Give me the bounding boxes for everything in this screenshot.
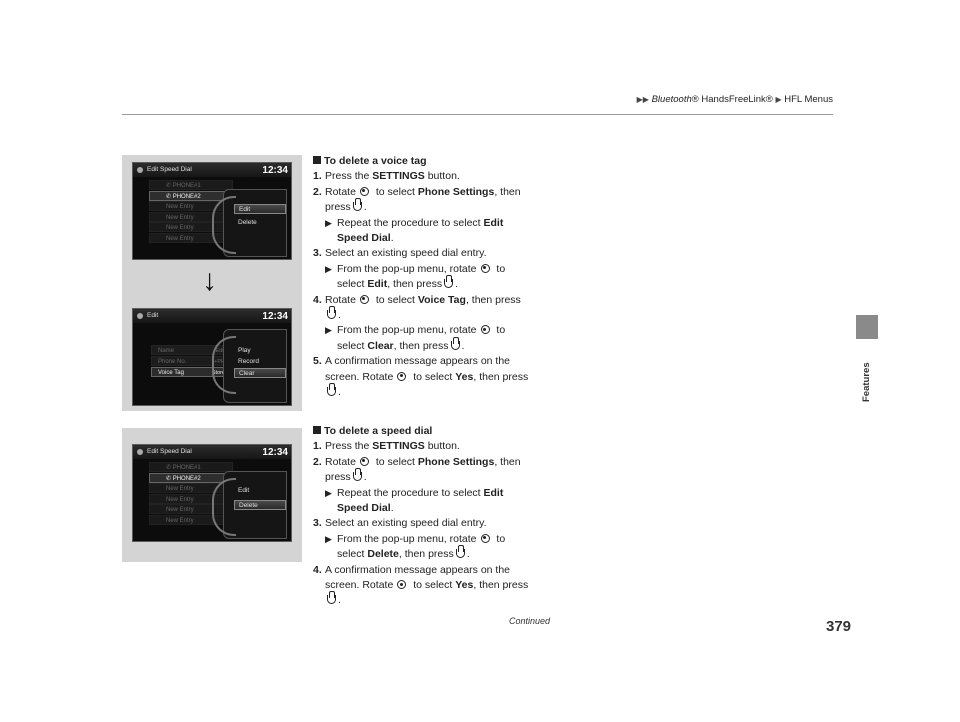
breadcrumb-menus: HFL Menus [784, 94, 833, 105]
popup-item-clear[interactable]: Clear [234, 368, 286, 378]
list-item[interactable]: New Entry [149, 515, 233, 525]
substep: ▶ From the pop-up menu, rotate to select Edit, then press . [325, 262, 506, 291]
popup-item-play[interactable]: Play [238, 347, 251, 354]
substep: ▶ From the pop-up menu, rotate to select Clear, then press . [325, 324, 506, 352]
screen-clock: 12:34 [262, 311, 288, 322]
triangle-icon: ▶ [325, 487, 332, 498]
step-5: 5. A confirmation message appears on the screen. Rotate to select Yes, then press . [313, 355, 529, 399]
list-item[interactable]: Name [151, 345, 229, 355]
list-item[interactable]: ✆ PHONE#1 [149, 180, 233, 190]
press-icon [327, 387, 336, 396]
screen-clock: 12:34 [262, 165, 288, 176]
triangle-icon: ▶ [775, 95, 782, 104]
screen-title: Edit Speed Dial [133, 445, 291, 459]
continued-label: Continued [509, 616, 551, 626]
dial-icon [397, 372, 406, 381]
step-1: 1. Press the SETTINGS button. [313, 440, 460, 453]
phone-icon: ✆ [166, 193, 173, 200]
phone-icon: ✆ [166, 475, 173, 482]
phone-icon: ✆ [166, 183, 173, 189]
list-item[interactable]: New Entry [149, 483, 233, 493]
list-item[interactable]: New Entry [149, 504, 233, 514]
section-heading: To delete a voice tag [313, 154, 573, 169]
page-number: 379 [826, 618, 852, 635]
press-icon [327, 595, 336, 604]
dial-icon [481, 264, 490, 273]
list-item[interactable]: New Entry [149, 233, 233, 243]
press-icon [353, 202, 362, 211]
list-item[interactable]: Voice Tag [151, 367, 229, 377]
list-item[interactable]: New Entry [149, 222, 233, 232]
popup-item-delete[interactable]: Delete [238, 219, 257, 226]
press-icon [456, 549, 465, 558]
dial-icon [360, 457, 369, 466]
breadcrumb-hfl: ® HandsFreeLink® [691, 94, 773, 105]
popup-item-edit[interactable]: Edit [234, 204, 286, 214]
phone-icon: ✆ [166, 465, 173, 471]
popup-menu [223, 471, 287, 539]
popup-item-edit[interactable]: Edit [238, 487, 250, 494]
breadcrumb-bluetooth: Bluetooth [651, 94, 692, 105]
substep: ▶ Repeat the procedure to select Edit Speed Dial. [325, 216, 504, 245]
step-2: 2. Rotate to select Phone Settings, then press . [313, 455, 521, 484]
screen-edit-speed-dial-2 [132, 444, 292, 542]
press-icon [444, 279, 453, 288]
substep: ▶ Repeat the procedure to select Edit Speed Dial. [325, 486, 504, 515]
press-icon [327, 310, 336, 319]
triangle-icon: ▶ [325, 533, 332, 544]
triangle-icon: ▶ [325, 325, 332, 336]
list-item[interactable]: New Entry [149, 494, 233, 504]
triangle-icon: ▶▶ [636, 95, 649, 104]
triangle-icon: ▶ [325, 263, 332, 274]
dial-icon [360, 295, 369, 304]
chapter-tab [856, 315, 878, 339]
list-item[interactable]: ✆ PHONE#1 [149, 462, 233, 472]
triangle-icon: ▶ [325, 217, 332, 228]
step-3: 3. Select an existing speed dial entry. [313, 517, 487, 530]
dial-icon [481, 325, 490, 334]
press-icon [353, 472, 362, 481]
popup-menu [223, 189, 287, 257]
screen-title: Edit Speed Dial [133, 163, 291, 177]
screen-clock: 12:34 [262, 447, 288, 458]
header-divider [122, 114, 833, 115]
substep: ▶ From the pop-up menu, rotate to select Delete, then press . [325, 532, 506, 561]
popup-item-delete[interactable]: Delete [234, 500, 286, 510]
square-bullet-icon [313, 156, 321, 164]
chapter-label: Features [861, 362, 872, 402]
section-heading: To delete a speed dial [313, 424, 573, 439]
list-item[interactable]: Phone No. [151, 356, 229, 366]
square-bullet-icon [313, 426, 321, 434]
section-delete-speed-dial [313, 424, 573, 609]
down-arrow-icon: ↓ [202, 264, 217, 297]
dial-icon [397, 580, 406, 589]
dial-icon [481, 534, 490, 543]
breadcrumb [637, 94, 833, 105]
screen-title: Edit [133, 309, 291, 323]
step-4: 4. Rotate to select Voice Tag, then press . [313, 293, 521, 322]
screen-edit-speed-dial [132, 162, 292, 260]
step-4: 4. A confirmation message appears on the screen. Rotate to select Yes, then press . [313, 563, 529, 607]
dial-icon [360, 187, 369, 196]
list-item[interactable]: New Entry [149, 212, 233, 222]
step-2: 2. Rotate to select Phone Settings, then press . [313, 185, 521, 214]
step-1: 1. Press the SETTINGS button. [313, 170, 460, 183]
press-icon [451, 341, 460, 350]
screen-edit [132, 308, 292, 406]
popup-item-record[interactable]: Record [238, 358, 259, 365]
section-delete-voice-tag [313, 154, 573, 401]
list-item[interactable]: ✆ PHONE#2 [149, 473, 233, 483]
step-3: 3. Select an existing speed dial entry. [313, 247, 487, 260]
list-item[interactable]: ✆ PHONE#2 [149, 191, 233, 201]
list-item[interactable]: New Entry [149, 201, 233, 211]
popup-menu [223, 329, 287, 403]
